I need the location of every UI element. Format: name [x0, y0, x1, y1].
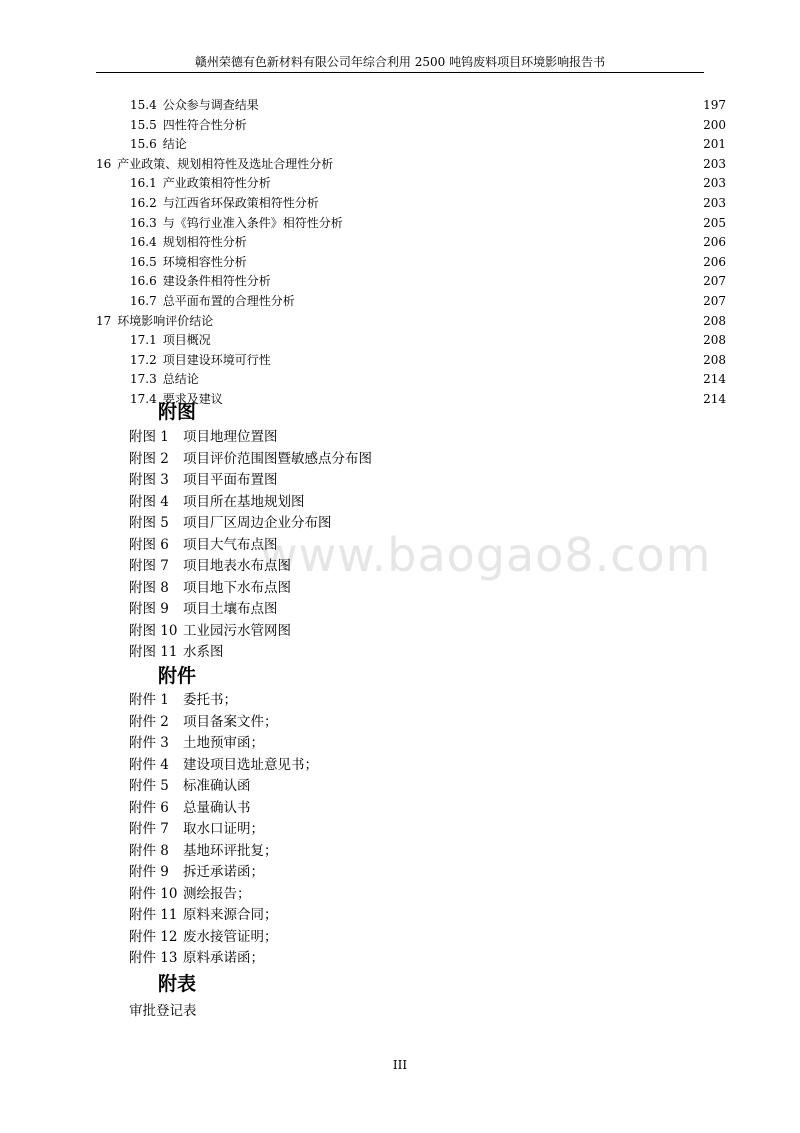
toc-entry-page: 203	[703, 176, 726, 191]
figure-item-code: 附图 2	[129, 450, 169, 467]
toc-entry[interactable]	[96, 351, 726, 371]
attachment-item-code: 附件 11	[129, 907, 178, 923]
figure-item-code: 附图 7	[129, 558, 169, 574]
toc-entry-number: 16.4	[130, 235, 157, 250]
figure-item-code: 附图 4	[129, 493, 169, 510]
figure-item-code: 附图 5	[129, 515, 169, 531]
figure-item-label: 项目大气布点图	[183, 536, 278, 553]
toc-entry-number: 15.5	[130, 117, 157, 132]
toc-entry-page: 214	[703, 372, 726, 387]
toc-entry-page: 207	[703, 274, 726, 289]
toc-entry[interactable]	[96, 116, 726, 136]
figure-item-label: 项目厂区周边企业分布图	[183, 515, 332, 531]
toc-entry[interactable]	[96, 312, 726, 332]
toc-entry-title: 四性符合性分析	[162, 117, 247, 132]
attachments-heading: 附件	[158, 665, 197, 687]
figure-item	[129, 556, 372, 578]
attachment-item	[129, 927, 318, 949]
toc-entry-number: 16.6	[130, 274, 157, 289]
attachment-item	[129, 733, 318, 755]
figure-item-label: 项目地理位置图	[183, 429, 278, 445]
toc-entry-page: 214	[703, 391, 726, 406]
toc-entry-page: 205	[703, 215, 726, 230]
attachment-item	[129, 798, 318, 820]
toc-entry-title: 产业政策、规划相符性及选址合理性分析	[117, 156, 334, 171]
toc-entry-title: 与江西省环保政策相符性分析	[162, 195, 319, 210]
toc-entry-number: 16.2	[130, 195, 157, 210]
toc-entry-title: 与《钨行业准入条件》相符性分析	[162, 215, 343, 230]
figure-item-code: 附图 10	[129, 622, 178, 639]
attachment-item-code: 附件 13	[129, 950, 178, 966]
toc-entry-title: 产业政策相符性分析	[162, 176, 271, 191]
toc-entry[interactable]	[96, 233, 726, 253]
toc-entry-title: 总平面布置的合理性分析	[162, 293, 295, 308]
attachment-item	[129, 712, 318, 734]
figure-item	[129, 513, 372, 535]
toc-entry-number: 16.5	[130, 254, 157, 269]
toc-entry[interactable]	[96, 194, 726, 214]
attachment-item	[129, 819, 318, 841]
attachment-item-label: 原料来源合同；	[183, 907, 278, 923]
toc-entry-page: 207	[703, 293, 726, 308]
figure-item	[129, 449, 372, 471]
tables-item: 审批登记表	[129, 1003, 197, 1019]
figure-item	[129, 535, 372, 557]
toc-entry-title: 结论	[162, 137, 187, 152]
figure-item	[129, 470, 372, 492]
toc-entry-number: 17.1	[130, 333, 157, 348]
attachment-item-code: 附件 4	[129, 756, 169, 773]
table-of-contents	[96, 96, 726, 410]
attachment-item	[129, 776, 318, 798]
attachment-item	[129, 755, 318, 777]
figure-item-label: 项目土壤布点图	[183, 601, 278, 617]
attachment-item-label: 标准确认函	[183, 778, 251, 794]
attachment-item-code: 附件 1	[129, 692, 169, 708]
toc-entry[interactable]	[96, 331, 726, 351]
attachment-item-label: 基地环评批复；	[183, 842, 278, 859]
toc-entry-number: 15.6	[130, 137, 157, 152]
toc-entry[interactable]	[96, 214, 726, 234]
attachment-item	[129, 862, 318, 884]
toc-entry[interactable]	[96, 253, 726, 273]
toc-entry-title: 环境影响评价结论	[117, 313, 214, 328]
attachment-item-code: 附件 9	[129, 864, 169, 880]
toc-entry-number: 17	[96, 313, 112, 328]
toc-entry-page: 200	[703, 117, 726, 132]
toc-entry-number: 16.7	[130, 293, 157, 308]
figure-item-label: 水系图	[183, 644, 224, 660]
toc-entry-page: 201	[703, 137, 726, 152]
attachment-item-code: 附件 10	[129, 885, 178, 902]
attachment-item-code: 附件 6	[129, 799, 169, 816]
attachment-item-code: 附件 8	[129, 842, 169, 859]
toc-entry-page: 203	[703, 156, 726, 171]
tables-heading: 附表	[158, 973, 197, 995]
toc-entry-page: 208	[703, 313, 726, 328]
toc-entry-number: 16.1	[130, 176, 157, 191]
attachment-item	[129, 948, 318, 970]
figure-item-label: 工业园污水管网图	[183, 622, 291, 639]
figure-item-code: 附图 1	[129, 429, 169, 445]
attachment-item-code: 附件 5	[129, 778, 169, 794]
running-header: 赣州荣德有色新材料有限公司年综合利用 2500 吨钨废料项目环境影响报告书	[96, 52, 704, 73]
page-number: III	[392, 1058, 408, 1072]
figure-item-code: 附图 3	[129, 472, 169, 488]
attachments-list	[129, 690, 318, 970]
figure-item-code: 附图 6	[129, 536, 169, 553]
watermark: www.baogao8.com	[260, 528, 712, 582]
attachment-item-code: 附件 3	[129, 735, 169, 751]
toc-entry-number: 16.3	[130, 215, 157, 230]
toc-entry[interactable]	[96, 370, 726, 390]
attachment-item	[129, 884, 318, 906]
attachment-item	[129, 690, 318, 712]
figure-item-code: 附图 8	[129, 579, 169, 596]
toc-entry-page: 206	[703, 235, 726, 250]
attachment-item	[129, 905, 318, 927]
figures-heading: 附图	[158, 401, 197, 423]
toc-entry-number: 17.4	[130, 391, 157, 406]
attachment-item-label: 废水接管证明；	[183, 928, 278, 945]
toc-entry-title: 建设条件相符性分析	[162, 274, 271, 289]
figure-item	[129, 599, 372, 621]
attachment-item-label: 测绘报告；	[183, 885, 251, 902]
toc-entry[interactable]	[96, 174, 726, 194]
figure-item	[129, 492, 372, 514]
figure-item-label: 项目地下水布点图	[183, 579, 291, 596]
toc-entry-number: 17.2	[130, 352, 157, 367]
figure-item	[129, 578, 372, 600]
attachment-item-code: 附件 2	[129, 713, 169, 730]
toc-entry-page: 203	[703, 195, 726, 210]
attachment-item-code: 附件 12	[129, 928, 178, 945]
toc-entry[interactable]	[96, 135, 726, 155]
attachment-item-label: 原料承诺函；	[183, 950, 264, 966]
toc-entry-title: 公众参与调查结果	[162, 98, 259, 112]
toc-entry[interactable]	[96, 292, 726, 312]
figure-item-code: 附图 11	[129, 644, 178, 660]
toc-entry-page: 208	[703, 352, 726, 367]
figure-item-label: 项目所在基地规划图	[183, 493, 305, 510]
toc-entry-page: 208	[703, 333, 726, 348]
attachment-item-label: 取水口证明；	[183, 821, 264, 837]
figure-item-label: 项目平面布置图	[183, 472, 278, 488]
attachment-item	[129, 841, 318, 863]
toc-entry-title: 总结论	[162, 372, 199, 387]
toc-entry-title: 规划相符性分析	[162, 235, 247, 250]
figure-item-label: 项目评价范围图暨敏感点分布图	[183, 450, 372, 467]
toc-entry-page: 197	[703, 98, 726, 112]
toc-entry[interactable]	[96, 272, 726, 292]
attachment-item-label: 项目备案文件；	[183, 713, 278, 730]
toc-entry-page: 206	[703, 254, 726, 269]
attachment-item-label: 委托书；	[183, 692, 237, 708]
toc-entry-title: 项目建设环境可行性	[162, 352, 271, 367]
toc-entry-title: 要求及建议	[162, 391, 223, 406]
toc-entry[interactable]	[96, 155, 726, 175]
toc-entry-title: 环境相容性分析	[162, 254, 247, 269]
attachment-item-label: 拆迁承诺函；	[183, 864, 264, 880]
toc-entry-title: 项目概况	[162, 333, 211, 348]
figure-item	[129, 621, 372, 643]
attachment-item-code: 附件 7	[129, 821, 169, 837]
attachment-item-label: 总量确认书	[183, 799, 251, 816]
figure-item-label: 项目地表水布点图	[183, 558, 291, 574]
figures-list	[129, 427, 372, 664]
attachment-item-label: 建设项目选址意见书；	[183, 756, 318, 773]
toc-entry[interactable]	[96, 96, 726, 116]
toc-entry-number: 15.4	[130, 98, 157, 112]
figure-item-code: 附图 9	[129, 601, 169, 617]
toc-entry-number: 17.3	[130, 372, 157, 387]
figure-item	[129, 642, 372, 664]
attachment-item-label: 土地预审函；	[183, 735, 264, 751]
figure-item	[129, 427, 372, 449]
toc-entry-number: 16	[96, 156, 112, 171]
